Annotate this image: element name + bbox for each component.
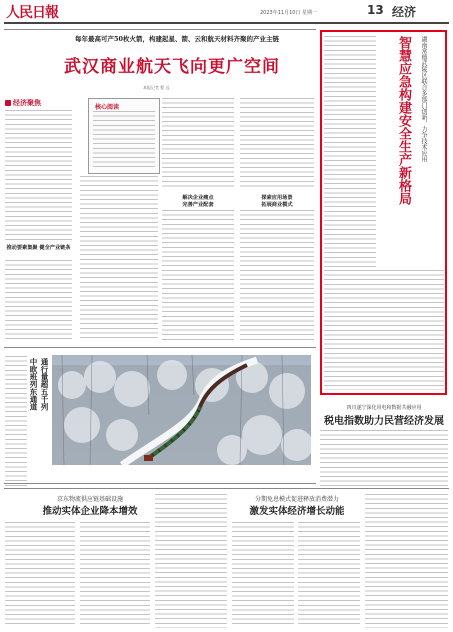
secondary-kicker: 四川遂宁深化用电和数据共融应用 (346, 405, 422, 411)
highlight-text-1 (324, 36, 376, 268)
core-reading-text (93, 111, 155, 169)
lead-subhead-1: 解决企业痛点 完善产业配套 (182, 195, 214, 208)
lead-column-3a (162, 98, 234, 190)
section-name: 经济 (392, 5, 417, 19)
lead-column-3b (162, 210, 234, 340)
bottom-right-text-3 (365, 494, 448, 628)
secondary-headline: 税电指数助力民营经济发展 (324, 416, 444, 427)
bottom-left-headline: 推动实体企业降本增效 (42, 506, 138, 517)
photo-caption-title: 通行量超五千列 中欧班列东通道 (29, 358, 49, 411)
page-number: 13 (367, 3, 384, 17)
lead-subhead-2: 探索应用场景 拓展商业模式 (261, 195, 293, 208)
core-reading-title: 核心阅读 (95, 104, 120, 111)
issue-date: 2023年11月10日 星期一 (260, 10, 318, 16)
bottom-right-text-2 (298, 522, 360, 628)
core-reading-box (88, 98, 160, 174)
sidebar-text-2 (5, 260, 72, 340)
lead-column-2 (80, 176, 158, 340)
lead-column-4b (240, 210, 314, 340)
sidebar-text (5, 110, 72, 242)
bottom-right-headline: 激发实体经济增长动能 (249, 506, 345, 517)
photo-bottom-rule (4, 483, 316, 484)
lead-kicker: 每年最高可产50枚火箭，构建起星、箭、云和航天材料齐聚的产业主链 (74, 35, 280, 43)
bottom-rule (4, 488, 449, 489)
sidebar-subhead: 推动要素集聚 健全产业链条 (6, 245, 71, 251)
bottom-left-text-2 (80, 522, 150, 628)
bottom-left-text-3 (155, 494, 227, 628)
winter-train-photo (52, 355, 311, 465)
lead-bottom-rule (4, 347, 316, 348)
lead-headline: 武汉商业航天飞向更广空间 (64, 57, 280, 77)
bottom-right-kicker: 分期免息模式促进释放消费潜力 (254, 496, 339, 503)
secondary-text (320, 430, 448, 490)
lead-byline: 本报记者 程 远 (143, 85, 170, 90)
sidebar-title: 经济聚焦 (13, 99, 41, 107)
highlight-kicker: 湖南常德武陵区联合多部门创新，力争技术应用 (420, 36, 427, 162)
newspaper-logo: 人民日報 (6, 5, 58, 21)
bottom-left-kicker: 京东物流供应链基础设施 (56, 496, 123, 503)
bottom-right-text-1 (232, 522, 294, 628)
photo-caption-text (5, 356, 27, 488)
lead-top-rule (4, 29, 316, 30)
winter-forest-image (52, 355, 311, 465)
bottom-left-text-1 (5, 522, 75, 628)
masthead-rule (4, 22, 449, 24)
lead-column-4a (240, 98, 314, 190)
sidebar-bullet-icon (5, 100, 11, 106)
highlight-headline: 智慧应急构建安全生产新格局 (396, 36, 411, 205)
masthead (0, 0, 453, 22)
highlight-text-2 (324, 270, 444, 390)
